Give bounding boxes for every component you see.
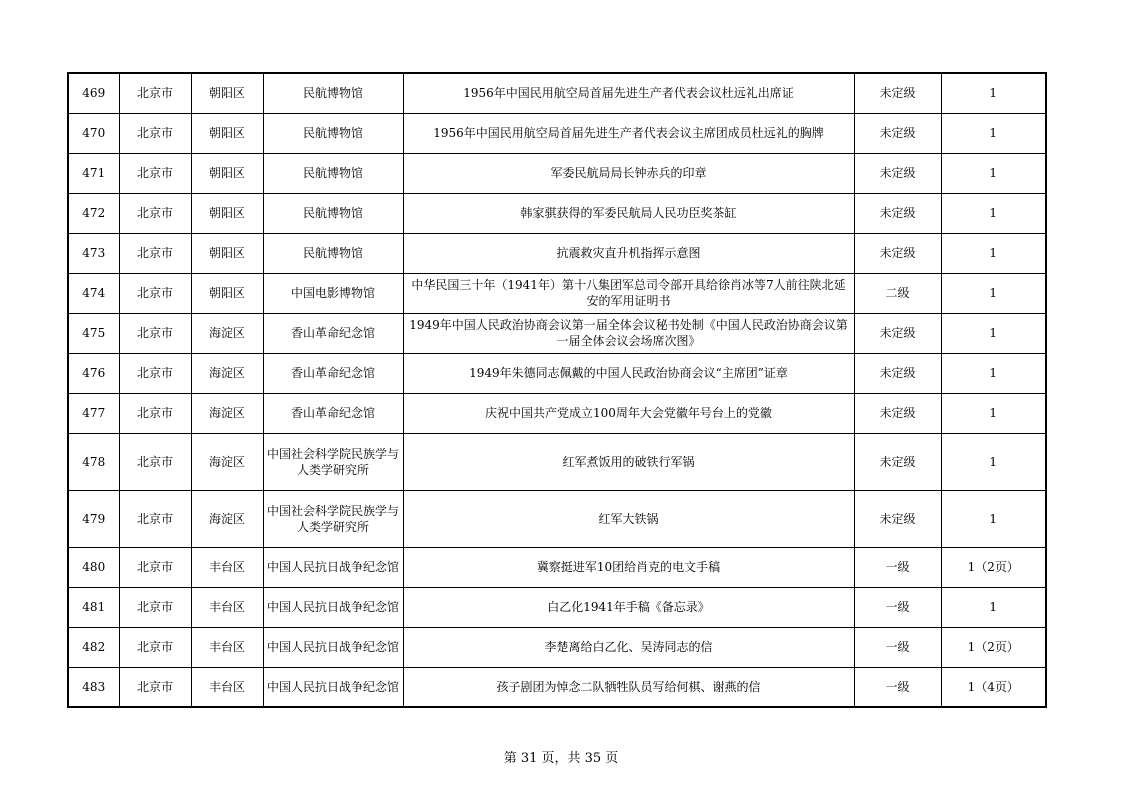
museum-cell: 民航博物馆 [263, 113, 403, 153]
item-cell: 韩家骐获得的军委民航局人民功臣奖茶缸 [403, 193, 854, 233]
table-row [68, 627, 1046, 667]
museum-cell: 香山革命纪念馆 [263, 353, 403, 393]
grade-cell: 一级 [854, 627, 941, 667]
city-cell: 北京市 [119, 113, 191, 153]
grade-cell: 未定级 [854, 313, 941, 353]
quantity-cell: 1 [941, 393, 1046, 433]
grade-cell: 未定级 [854, 153, 941, 193]
grade-cell: 一级 [854, 547, 941, 587]
row-number: 477 [68, 393, 119, 433]
district-cell: 海淀区 [191, 490, 263, 547]
grade-cell: 未定级 [854, 73, 941, 113]
museum-cell: 民航博物馆 [263, 193, 403, 233]
row-number: 474 [68, 273, 119, 313]
row-number: 482 [68, 627, 119, 667]
item-cell: 1956年中国民用航空局首届先进生产者代表会议杜远礼出席证 [403, 73, 854, 113]
table-row [68, 433, 1046, 490]
table-row [68, 353, 1046, 393]
quantity-cell: 1 [941, 433, 1046, 490]
quantity-cell: 1 [941, 73, 1046, 113]
table-row [68, 233, 1046, 273]
row-number: 471 [68, 153, 119, 193]
row-number: 473 [68, 233, 119, 273]
item-cell: 李楚离给白乙化、吴涛同志的信 [403, 627, 854, 667]
quantity-cell: 1（2页） [941, 547, 1046, 587]
museum-cell: 香山革命纪念馆 [263, 313, 403, 353]
catalog-table [67, 72, 1047, 708]
item-cell: 1949年朱德同志佩戴的中国人民政治协商会议“主席团”证章 [403, 353, 854, 393]
item-cell: 冀察挺进军10团给肖克的电文手稿 [403, 547, 854, 587]
table-row [68, 313, 1046, 353]
city-cell: 北京市 [119, 233, 191, 273]
table-row [68, 393, 1046, 433]
city-cell: 北京市 [119, 273, 191, 313]
city-cell: 北京市 [119, 490, 191, 547]
city-cell: 北京市 [119, 547, 191, 587]
item-cell: 红军大铁锅 [403, 490, 854, 547]
item-cell: 1956年中国民用航空局首届先进生产者代表会议主席团成员杜远礼的胸牌 [403, 113, 854, 153]
page-number: 第 31 页，共 35 页 [503, 751, 619, 766]
quantity-cell: 1 [941, 353, 1046, 393]
district-cell: 海淀区 [191, 393, 263, 433]
table-row [68, 547, 1046, 587]
district-cell: 朝阳区 [191, 113, 263, 153]
item-cell: 红军煮饭用的破铁行军锅 [403, 433, 854, 490]
grade-cell: 未定级 [854, 193, 941, 233]
museum-cell: 中国人民抗日战争纪念馆 [263, 587, 403, 627]
district-cell: 丰台区 [191, 667, 263, 707]
row-number: 470 [68, 113, 119, 153]
museum-cell: 民航博物馆 [263, 73, 403, 113]
grade-cell: 未定级 [854, 433, 941, 490]
museum-cell: 中国社会科学院民族学与人类学研究所 [263, 433, 403, 490]
museum-cell: 民航博物馆 [263, 233, 403, 273]
city-cell: 北京市 [119, 353, 191, 393]
item-cell: 中华民国三十年（1941年）第十八集团军总司令部开具给徐肖冰等7人前往陕北延安的军用证明书 [403, 273, 854, 313]
district-cell: 朝阳区 [191, 233, 263, 273]
row-number: 478 [68, 433, 119, 490]
row-number: 476 [68, 353, 119, 393]
district-cell: 丰台区 [191, 627, 263, 667]
quantity-cell: 1 [941, 587, 1046, 627]
table-row [68, 153, 1046, 193]
row-number: 479 [68, 490, 119, 547]
museum-cell: 中国人民抗日战争纪念馆 [263, 627, 403, 667]
quantity-cell: 1 [941, 313, 1046, 353]
table-body [68, 73, 1046, 707]
district-cell: 海淀区 [191, 313, 263, 353]
city-cell: 北京市 [119, 393, 191, 433]
table-row [68, 113, 1046, 153]
district-cell: 海淀区 [191, 433, 263, 490]
table-row [68, 273, 1046, 313]
city-cell: 北京市 [119, 73, 191, 113]
city-cell: 北京市 [119, 433, 191, 490]
item-cell: 孩子剧团为悼念二队牺牲队员写给何棋、谢燕的信 [403, 667, 854, 707]
quantity-cell: 1 [941, 113, 1046, 153]
museum-cell: 中国社会科学院民族学与人类学研究所 [263, 490, 403, 547]
row-number: 483 [68, 667, 119, 707]
table-row [68, 490, 1046, 547]
city-cell: 北京市 [119, 667, 191, 707]
row-number: 475 [68, 313, 119, 353]
row-number: 480 [68, 547, 119, 587]
city-cell: 北京市 [119, 313, 191, 353]
grade-cell: 二级 [854, 273, 941, 313]
table-row [68, 667, 1046, 707]
museum-cell: 中国电影博物馆 [263, 273, 403, 313]
grade-cell: 未定级 [854, 490, 941, 547]
grade-cell: 未定级 [854, 233, 941, 273]
quantity-cell: 1 [941, 153, 1046, 193]
grade-cell: 未定级 [854, 113, 941, 153]
grade-cell: 未定级 [854, 353, 941, 393]
district-cell: 丰台区 [191, 547, 263, 587]
city-cell: 北京市 [119, 627, 191, 667]
museum-cell: 中国人民抗日战争纪念馆 [263, 547, 403, 587]
table-row [68, 587, 1046, 627]
row-number: 472 [68, 193, 119, 233]
quantity-cell: 1 [941, 273, 1046, 313]
grade-cell: 未定级 [854, 393, 941, 433]
city-cell: 北京市 [119, 153, 191, 193]
district-cell: 海淀区 [191, 353, 263, 393]
district-cell: 朝阳区 [191, 273, 263, 313]
grade-cell: 一级 [854, 587, 941, 627]
museum-cell: 中国人民抗日战争纪念馆 [263, 667, 403, 707]
row-number: 481 [68, 587, 119, 627]
quantity-cell: 1 [941, 193, 1046, 233]
item-cell: 抗震救灾直升机指挥示意图 [403, 233, 854, 273]
district-cell: 朝阳区 [191, 193, 263, 233]
quantity-cell: 1 [941, 233, 1046, 273]
quantity-cell: 1 [941, 490, 1046, 547]
grade-cell: 一级 [854, 667, 941, 707]
item-cell: 军委民航局局长钟赤兵的印章 [403, 153, 854, 193]
city-cell: 北京市 [119, 587, 191, 627]
item-cell: 庆祝中国共产党成立100周年大会党徽年号台上的党徽 [403, 393, 854, 433]
district-cell: 朝阳区 [191, 153, 263, 193]
district-cell: 朝阳区 [191, 73, 263, 113]
item-cell: 1949年中国人民政治协商会议第一届全体会议秘书处制《中国人民政治协商会议第一届全体会议会场席次图》 [403, 313, 854, 353]
table-row [68, 73, 1046, 113]
museum-cell: 民航博物馆 [263, 153, 403, 193]
row-number: 469 [68, 73, 119, 113]
quantity-cell: 1（4页） [941, 667, 1046, 707]
district-cell: 丰台区 [191, 587, 263, 627]
item-cell: 白乙化1941年手稿《备忘录》 [403, 587, 854, 627]
city-cell: 北京市 [119, 193, 191, 233]
museum-cell: 香山革命纪念馆 [263, 393, 403, 433]
quantity-cell: 1（2页） [941, 627, 1046, 667]
table-row [68, 193, 1046, 233]
